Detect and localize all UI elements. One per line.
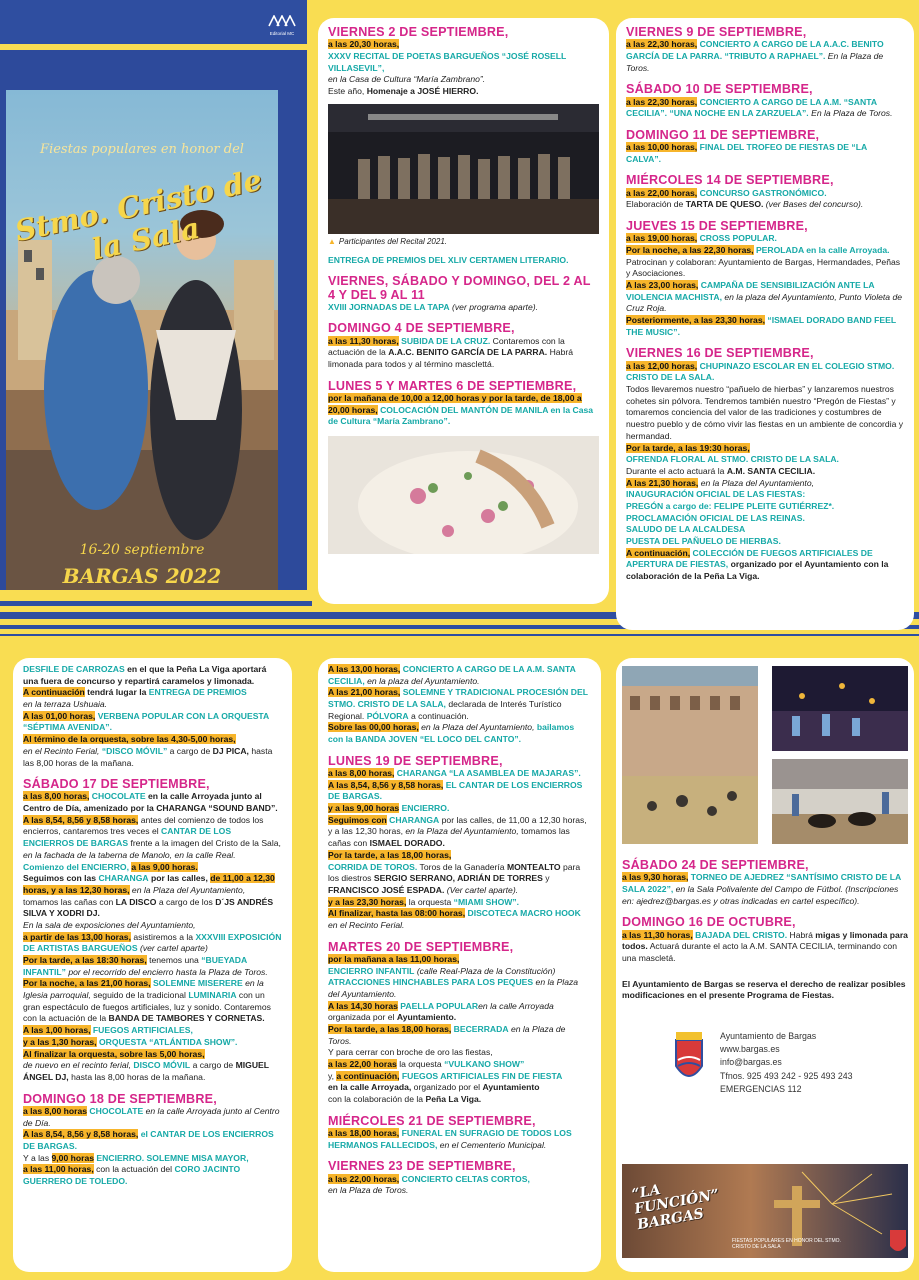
heading: LUNES 5 Y MARTES 6 DE SEPTIEMBRE, xyxy=(328,378,577,393)
heading: VIERNES 2 DE SEPTIEMBRE, xyxy=(328,25,509,39)
stripe xyxy=(0,601,312,606)
promo-title: “LA FUNCIÓN” BARGAS xyxy=(630,1181,721,1233)
publisher-logo-icon xyxy=(268,15,296,27)
heading: SÁBADO 24 DE SEPTIEMBRE, xyxy=(622,858,809,872)
heading: MIÉRCOLES 21 DE SEPTIEMBRE, xyxy=(328,1113,536,1128)
bulls-photo xyxy=(772,759,908,844)
event: a las 22,00 horas, CONCURSO GASTRONÓMICO. Elaboración de TARTA DE QUESO. (ver Bases del concurso). xyxy=(626,187,864,210)
manton-photo xyxy=(328,436,599,554)
promo-subtitle: FIESTAS POPULARES EN HONOR DEL STMO. CRISTO DE LA SALA xyxy=(732,1238,841,1250)
town-hall-name: Ayuntamiento de Bargas xyxy=(720,1030,817,1041)
panel-19-23-september xyxy=(318,658,601,1272)
cover-subtitle: Fiestas populares en honor del xyxy=(40,142,244,157)
panel-late-events xyxy=(616,658,914,1272)
website-link[interactable]: www.bargas.es xyxy=(720,1044,780,1055)
publisher-logo xyxy=(266,14,298,36)
cover-scene xyxy=(6,90,278,590)
event: XVIII JORNADAS DE LA TAPA (ver programa aparte). xyxy=(328,301,538,312)
event: a las 8,00 horas CHOCOLATE en la calle Arroyada junto al Centro de Día. A las 8,54, 8,56 y 8,58 horas, el CANTAR DE LOS ENCIERROS DE BARGAS. Y a las 9,00 horas ENCIERRO. SOLEMNE MISA MAYOR, a las 11,00 horas, con la actuación del CORO JACINTO GUERRERO DE TOLEDO. xyxy=(23,1105,280,1186)
heading: DOMINGO 16 DE OCTUBRE, xyxy=(622,915,796,930)
heading: VIERNES, SÁBADO Y DOMINGO, DEL 2 AL 4 Y DEL 9 AL 11 xyxy=(328,274,591,302)
contact-block xyxy=(672,1030,908,1096)
top-blue-bar xyxy=(0,0,307,44)
procession-photo xyxy=(772,666,908,751)
heading: MARTES 20 DE SEPTIEMBRE, xyxy=(328,939,514,954)
event: a las 19,00 horas, CROSS POPULAR. Por la noche, a las 22,30 horas, PEROLADA en la calle Arroyada. Patrocinan y colaboran: Ayuntamiento de Bargas, Hermandades, Peñas y Asociaciones. A las 23,00 horas, CAMPAÑA DE SENSIBILIZACIÓN ANTE LA VIOLENCIA MACHISTA, en la plaza del Ayuntamiento, Punto Violeta de Cruz Roja. Posteriormente, a las 23,30 horas, “ISMAEL DORADO BAND FEEL THE MUSIC”. xyxy=(626,233,903,337)
heading: VIERNES 16 DE SEPTIEMBRE, xyxy=(626,346,814,361)
cover-title: Stmo. Cristo de la Sala xyxy=(12,162,265,267)
heading: VIERNES 23 DE SEPTIEMBRE, xyxy=(328,1159,516,1174)
event: a las 11,30 horas, SUBIDA DE LA CRUZ. Contaremos con la actuación de la A.A.C. BENITO GARCÍA DE LA PARRA. Habrá limonada para todos y al término masclettá. xyxy=(328,335,573,370)
event: a las 10,00 horas, FINAL DEL TROFEO DE FIESTAS DE “LA CALVA”. xyxy=(626,142,867,164)
event: a las 8,00 horas, CHOCOLATE en la calle Arroyada junto al Centro de Día, amenizado por la CHARANGA “SOUND BAND”. A las 8,54, 8,56 y 8,58 horas, antes del comienzo de todos los encierros, cantaremos tres veces el CANTAR DE LOS ENCIERROS DE BARGAS frente a la imagen del Cristo de la Sala, en la fachada de la taberna de Manolo, en la calle Real. Comienzo del ENCIERRO, a las 9,00 horas. Seguimos con las CHARANGA por las calles, de 11,00 a 12,30 horas, y a las 12,30 horas, en la Plaza del Ayuntamiento, tomamos las cañas con LA DISCO a cargo de los D´JS ANDRÉS SILVA Y XODRI DJ. En la sala de exposiciones del Ayuntamiento, a partir de las 13,00 horas, asistiremos a la XXXVIII EXPOSICIÓN DE ARTISTAS BARGUEÑOS (ver cartel aparte) Por la tarde, a las 18:30 horas, tenemos una “BUEYADA INFANTIL” por el recorrido del encierro hasta la Plaza de Toros. Por la noche, a las 21,00 horas, SOLEMNE MISERERE en la Iglesia parroquial, seguido de la tradicional LUMINARIA con un gran espectáculo de fuegos artificiales, luz y sonido. Contaremos con la actuación de la BANDA DE TAMBORES Y CORNETAS. A las 1,00 horas, FUEGOS ARTIFICIALES, y a las 1,30 horas, ORQUESTA “ATLÁNTIDA SHOW”. Al finalizar la orquesta, sobre las 5,00 horas, de nuevo en el recinto ferial, DISCO MÓVIL a cargo de MIGUEL ÁNGEL DJ, hasta las 8,00 horas de la mañana. xyxy=(23,791,282,1082)
heading: SÁBADO 10 DE SEPTIEMBRE, xyxy=(626,82,813,97)
contact-info xyxy=(720,1030,853,1096)
photo-caption: ▲ Participantes del Recital 2021. xyxy=(328,236,447,246)
publisher-name: Editorial MC xyxy=(269,31,295,36)
event: a las 22,00 horas, CONCIERTO CELTAS CORTOS, en la Plaza de Toros. xyxy=(328,1173,530,1196)
coat-of-arms-icon xyxy=(672,1030,706,1086)
heading: DOMINGO 11 DE SEPTIEMBRE, xyxy=(626,127,820,142)
recital-photo xyxy=(328,104,599,234)
event: a las 11,30 horas, BAJADA DEL CRISTO. Habrá migas y limonada para todos. Actuará durante el acto la A.M. SANTA CECILIA, terminando con una mascletá. xyxy=(622,929,908,963)
cover-dates: 16-20 septiembre xyxy=(79,542,205,558)
panel-17-18-september xyxy=(13,658,292,1272)
event: a las 20,30 horas, XXXV RECITAL DE POETAS BARGUEÑOS “JOSÉ ROSELL VILLASEVIL”, en la Casa de Cultura “María Zambrano”. Este año, Homenaje a JOSÉ HIERRO. xyxy=(328,39,567,96)
panel-mid-september xyxy=(616,18,914,630)
heading: VIERNES 9 DE SEPTIEMBRE, xyxy=(626,25,807,39)
heading: JUEVES 15 DE SEPTIEMBRE, xyxy=(626,219,808,234)
event: por la mañana de 10,00 a 12,00 horas y por la tarde, de 18,00 a 20,00 horas, COLOCACIÓN DEL MANTÓN DE MANILA en la Casa de Cultura “María Zambrano”. xyxy=(328,392,594,427)
event: A las 13,00 horas, CONCIERTO A CARGO DE LA A.M. SANTA CECILIA, en la plaza del Ayuntamiento. A las 21,00 horas, SOLEMNE Y TRADICIONAL PROCESIÓN DEL STMO. CRISTO DE LA SALA, declarada de Interés Turístico Regional. PÓLVORA a continuación. Sobre las 00,00 horas, en la Plaza del Ayuntamiento, bailamos con la BANDA JOVEN “EL LOCO DEL CANTO”. xyxy=(328,664,588,745)
heading: DOMINGO 4 DE SEPTIEMBRE, xyxy=(328,321,515,336)
heading: SÁBADO 17 DE SEPTIEMBRE, xyxy=(23,777,210,792)
stripe xyxy=(0,634,919,636)
event: DESFILE DE CARROZAS en el que la Peña La Viga aportará una fuera de concurso y repartirá caramelos y limonada. A continuación tendrá lugar la ENTREGA DE PREMIOS en la terraza Ushuaia. A las 01,00 horas, VERBENA POPULAR CON LA ORQUESTA “SÉPTIMA AVENIDA”. Al término de la orquesta, sobre las 4,30-5,00 horas, en el Recinto Ferial, “DISCO MÓVIL” a cargo de DJ PICA, hasta las 8,00 horas de la mañana. xyxy=(23,664,273,768)
email-link[interactable]: info@bargas.es xyxy=(720,1057,782,1068)
panel-early-september xyxy=(318,18,609,604)
disclaimer: El Ayuntamiento de Bargas se reserva el derecho de realizar posibles modificaciones en el presente Programa de Fiestas. xyxy=(622,978,906,1001)
cover-place: BARGAS 2022 xyxy=(62,564,222,588)
cover-poster xyxy=(0,50,307,590)
heading: LUNES 19 DE SEPTIEMBRE, xyxy=(328,753,503,768)
photo-collage xyxy=(622,666,908,851)
event: a las 22,30 horas, CONCIERTO A CARGO DE LA A.A.C. BENITO GARCÍA DE LA PARRA. “TRIBUTO A RAPHAEL”. En la Plaza de Toros. xyxy=(626,39,884,73)
emergency-number: EMERGENCIAS 112 xyxy=(720,1083,802,1094)
event: ENTREGA DE PREMIOS DEL XLIV CERTAMEN LITERARIO. xyxy=(328,254,569,265)
event: a las 22,30 horas, CONCIERTO A CARGO DE LA A.M. “SANTA CECILIA”. “UNA NOCHE EN LA ZARZUELA”. En la Plaza de Toros. xyxy=(626,96,893,119)
encierro-photo xyxy=(622,666,758,844)
event: por la mañana a las 11,00 horas, ENCIERRO INFANTIL (calle Real-Plaza de la Constitución) ATRACCIONES HINCHABLES PARA LOS PEQUES en la Plaza del Ayuntamiento. A las 14,30 horas PAELLA POPULARen la calle Arroyada organizada por el Ayuntamiento. Por la tarde, a las 18,00 horas, BECERRADA en la Plaza de Toros. Y para cerrar con broche de oro las fiestas, a las 22,00 horas la orquesta “VULKANO SHOW” y, a continuación, FUEGOS ARTIFICIALES FIN DE FIESTA en la calle Arroyada, organizado por el Ayuntamiento con la colaboración de la Peña La Viga. xyxy=(328,953,579,1105)
phone-numbers: Tfnos. 925 493 242 - 925 493 243 xyxy=(720,1070,853,1081)
event: a las 9,30 horas, TORNEO DE AJEDREZ “SANTÍSIMO CRISTO DE LA SALA 2022”, en la Sala Polivalente del Campo de Fútbol. (Inscripciones en: ajedrez@bargas.es y otras indicadas en cartel específico). xyxy=(622,872,901,906)
heading: DOMINGO 18 DE SEPTIEMBRE, xyxy=(23,1091,217,1106)
event: a las 18,00 horas, FUNERAL EN SUFRAGIO DE TODOS LOS HERMANOS FALLECIDOS, en el Cementerio Municipal. xyxy=(328,1128,572,1150)
cover-illustration xyxy=(6,90,278,590)
event: a las 8,00 horas, CHARANGA “LA ASAMBLEA DE MAJARAS”. A las 8,54, 8,56 y 8,58 horas, EL CANTAR DE LOS ENCIERROS DE BARGAS. y a las 9,00 horas ENCIERRO. Seguimos con CHARANGA por las calles, de 11,00 a 12,30 horas, y a las 12,30 horas, en la Plaza del Ayuntamiento, tomamos las cañas con ISMAEL DORADO. Por la tarde, a las 18,00 horas, CORRIDA DE TOROS. Toros de la Ganadería MONTEALTO para los diestros SERGIO SERRANO, ADRIÁN DE TORRES y FRANCISCO JOSÉ ESPADA. (Ver cartel aparte). y a las 23,30 horas, la orquesta “MIAMI SHOW”. Al finalizar, hasta las 08:00 horas, DISCOTECA MACRO HOOK en el Recinto Ferial. xyxy=(328,768,587,930)
heading: MIÉRCOLES 14 DE SEPTIEMBRE, xyxy=(626,173,834,188)
event: a las 12,00 horas, CHUPINAZO ESCOLAR EN EL COLEGIO STMO. CRISTO DE LA SALA. Todos llevaremos nuestro “pañuelo de hierbas” y lanzaremos nuestros cohetes sin pólvora. Tendremos también nuestro “Pregón de Fiestas” y tomaremos conciencia del valor de las tradiciones y costumbres de nuestro pueblo y de cómo vivir las fiestas en un ambiente de concordia y hermandad. Por la tarde, a las 19:30 horas, OFRENDA FLORAL AL STMO. CRISTO DE LA SALA. Durante el acto actuará la A.M. SANTA CECILIA. A las 21,30 horas, en la Plaza del Ayuntamiento, INAUGURACIÓN OFICIAL DE LAS FIESTAS: PREGÓN a cargo de: FELIPE PLEITE GUTIÉRREZ*. PROCLAMACIÓN OFICIAL DE LAS REINAS. SALUDO DE LA ALCALDESA PUESTA DEL PAÑUELO DE HIERBAS. A continuación, COLECCIÓN DE FUEGOS ARTIFICIALES DE APERTURA DE FIESTAS, organizado por el Ayuntamiento con la colaboración de la Peña La Viga. xyxy=(626,360,904,582)
promo-banner xyxy=(622,1164,908,1258)
